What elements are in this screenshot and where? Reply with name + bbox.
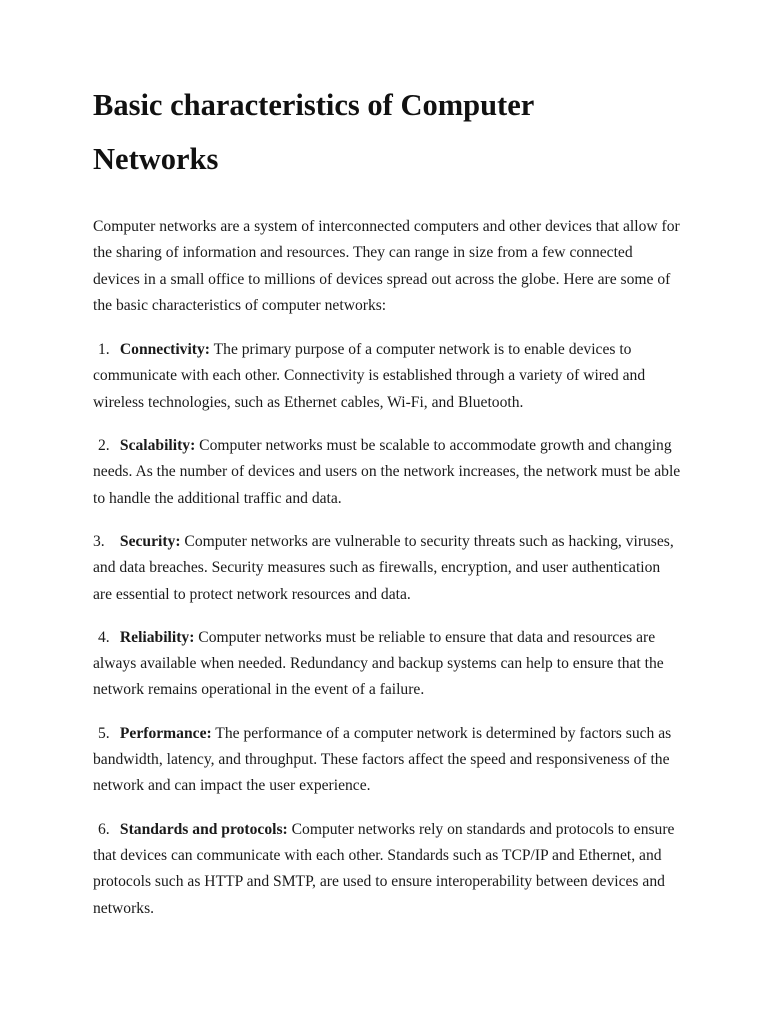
- list-item-number: 5.: [98, 724, 110, 742]
- list-item-security: [93, 529, 683, 608]
- list-item-text: Computer networks are vulnerable to security threats such as hacking, viruses, and data breaches. Security measures such as firewalls, encryption, and user authentication are essential to protect network resources and data.: [93, 532, 674, 603]
- list-item-reliability: [93, 625, 683, 704]
- intro-paragraph: Computer networks are a system of interconnected computers and other devices that allow for the sharing of information and resources. They can range in size from a few connected devices in a small office to millions of devices spread out across the globe. Here are some of the basic characteristics of computer networks:: [93, 218, 680, 314]
- list-item-term: Standards and protocols:: [119, 820, 288, 838]
- list-item-number: 6.: [98, 820, 110, 838]
- list-item-scalability: [93, 433, 683, 512]
- list-item-number: 2.: [98, 437, 110, 455]
- list-item-text: Computer networks must be scalable to accommodate growth and changing needs. As the number of devices and users on the network increases, the network must be able to handle the additional traffic and data.: [93, 437, 681, 507]
- list-item-term: Security:: [119, 532, 181, 550]
- page-title: [93, 78, 683, 186]
- list-item-term: Connectivity:: [119, 341, 210, 359]
- document-page: [93, 78, 683, 922]
- list-item-text: Computer networks must be reliable to ensure that data and resources are always available when needed. Redundancy and backup systems can help to ensure that the network remains operational in the event of a failure.: [93, 628, 664, 699]
- list-item-text: The performance of a computer network is determined by factors such as bandwidth, latency, and throughput. These factors affect the speed and responsiveness of the network and can impact the user experience.: [93, 724, 672, 795]
- page-title-line-2: Networks: [93, 142, 219, 176]
- list-item-term: Scalability:: [119, 437, 196, 455]
- page-title-line-1: Basic characteristics of Computer: [93, 88, 535, 122]
- list-item-number: 4.: [98, 628, 110, 646]
- list-item-connectivity: [93, 337, 683, 416]
- list-item-number: 1.: [98, 341, 110, 359]
- list-item-text: Computer networks rely on standards and protocols to ensure that devices can communicate with each other. Standards such as TCP/IP and Ethernet, and protocols such as HTTP and SMTP, are used to ensure interoperability between devices and networks.: [93, 820, 675, 917]
- list-item-term: Performance:: [119, 724, 212, 742]
- list-item-standards-and-protocols: [93, 817, 683, 922]
- list-item-performance: [93, 721, 683, 800]
- list-item-text: The primary purpose of a computer network is to enable devices to communicate with each other. Connectivity is established through a variety of wired and wireless technologies, such as Ethernet cables, Wi-Fi, and Bluetooth.: [93, 341, 646, 411]
- list-item-number: 3.: [93, 532, 105, 550]
- list-item-term: Reliability:: [119, 628, 195, 646]
